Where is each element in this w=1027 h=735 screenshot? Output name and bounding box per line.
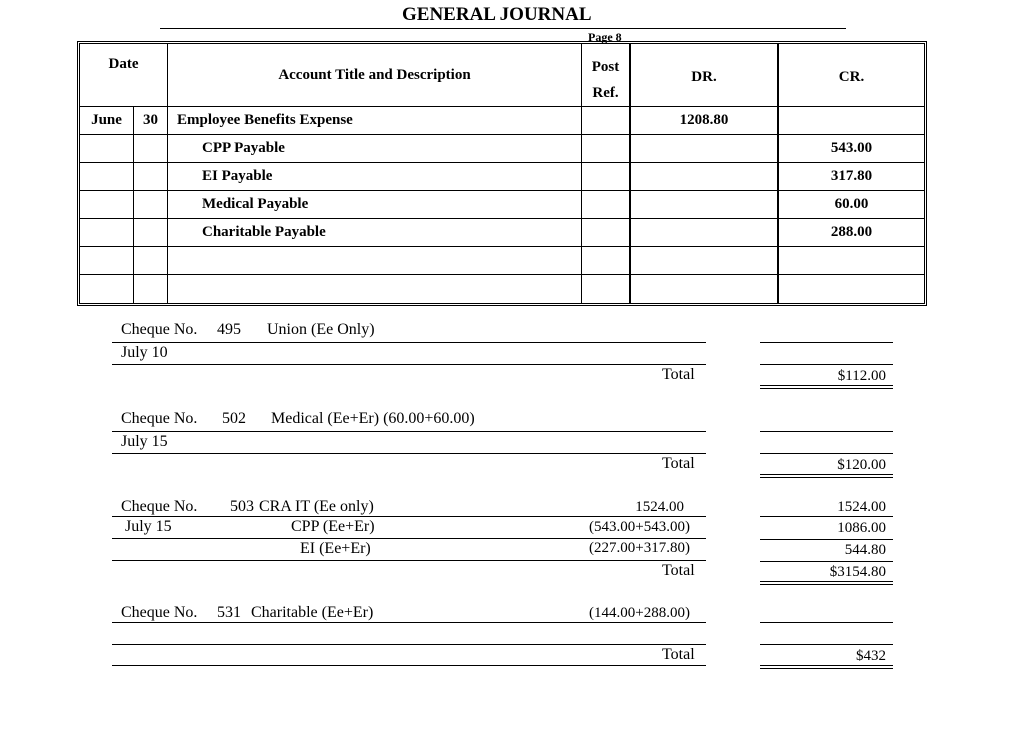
cheque-rule <box>112 364 706 365</box>
journal-row <box>80 107 924 135</box>
row-cr: 60.00 <box>778 191 924 219</box>
cheque-total: $112.00 <box>837 368 886 384</box>
row-day <box>134 191 168 219</box>
line-calc: 1524.00 <box>635 499 684 515</box>
cheque-payee: CRA IT (Ee only) <box>259 498 374 515</box>
row-description <box>168 275 582 303</box>
journal-table <box>79 43 925 304</box>
row-post-ref <box>582 275 630 303</box>
row-cr: 543.00 <box>778 135 924 163</box>
cheque-rule <box>112 342 706 343</box>
total-double-rule <box>760 665 893 669</box>
cheque-total: $432 <box>856 648 886 664</box>
total-label: Total <box>662 562 695 579</box>
line-amount: 1086.00 <box>837 520 886 536</box>
amount-rule <box>760 453 893 454</box>
total-label: Total <box>662 455 695 472</box>
amount-rule <box>760 431 893 432</box>
row-post-ref <box>582 107 630 135</box>
line-description: CPP (Ee+Er) <box>291 518 375 535</box>
line-calc: (227.00+317.80) <box>589 540 690 556</box>
cheque-date: July 15 <box>121 433 168 450</box>
cheque-label: Cheque No. <box>121 410 198 427</box>
cheque-rule <box>112 665 706 666</box>
row-dr <box>630 135 778 163</box>
amount-rule <box>760 539 893 540</box>
journal-row <box>80 247 924 275</box>
row-month <box>80 247 134 275</box>
total-double-rule <box>760 474 893 478</box>
journal-row <box>80 275 924 303</box>
amount-rule <box>760 364 893 365</box>
row-day <box>134 163 168 191</box>
row-description <box>168 247 582 275</box>
row-dr <box>630 219 778 247</box>
journal-row <box>80 191 924 219</box>
row-day: 30 <box>134 107 168 135</box>
row-cr <box>778 275 924 303</box>
header-cr: CR. <box>778 44 924 107</box>
journal-row <box>80 219 924 247</box>
cheque-rule <box>112 644 706 645</box>
cheque-rule <box>112 560 706 561</box>
line-calc: (543.00+543.00) <box>589 519 690 535</box>
total-double-rule <box>760 385 893 389</box>
row-cr: 288.00 <box>778 219 924 247</box>
row-dr <box>630 191 778 219</box>
cheque-rule <box>112 453 706 454</box>
row-description: Employee Benefits Expense <box>168 107 582 135</box>
header-account: Account Title and Description <box>168 44 582 107</box>
cheque-number: 503 <box>230 498 254 515</box>
cheque-number: 502 <box>222 410 246 427</box>
amount-rule <box>760 516 893 517</box>
row-day <box>134 219 168 247</box>
row-cr <box>778 107 924 135</box>
row-post-ref <box>582 135 630 163</box>
cheque-payee: Union (Ee Only) <box>267 321 375 338</box>
header-post-line1: Post <box>591 59 620 75</box>
total-label: Total <box>662 646 695 663</box>
cheque-total: $3154.80 <box>829 564 886 580</box>
header-post-line2: Ref. <box>592 85 619 101</box>
row-month <box>80 275 134 303</box>
row-day <box>134 247 168 275</box>
row-cr: 317.80 <box>778 163 924 191</box>
row-description: EI Payable <box>168 163 582 191</box>
journal-title: GENERAL JOURNAL <box>402 4 592 25</box>
row-day <box>134 135 168 163</box>
amount-rule <box>760 561 893 562</box>
journal-row <box>80 135 924 163</box>
cheque-number: 495 <box>217 321 241 338</box>
cheque-total: $120.00 <box>837 457 886 473</box>
cheque-rule <box>112 622 706 623</box>
cheque-label: Cheque No. <box>121 604 198 621</box>
amount-rule <box>760 644 893 645</box>
cheque-label: Cheque No. <box>121 498 198 515</box>
cheque-number: 531 <box>217 604 241 621</box>
row-dr <box>630 275 778 303</box>
row-cr <box>778 247 924 275</box>
journal-header-row <box>80 44 924 107</box>
row-month <box>80 191 134 219</box>
header-dr: DR. <box>630 44 778 107</box>
row-month: June <box>80 107 134 135</box>
cheque-rule <box>112 538 706 539</box>
row-dr <box>630 163 778 191</box>
cheque-payee: Medical (Ee+Er) (60.00+60.00) <box>271 410 475 427</box>
cheque-rule <box>112 431 706 432</box>
header-date: Date <box>80 44 168 107</box>
row-month <box>80 135 134 163</box>
row-description: Medical Payable <box>168 191 582 219</box>
line-amount: 544.80 <box>844 542 886 558</box>
row-dr <box>630 247 778 275</box>
cheque-payee: Charitable (Ee+Er) <box>251 604 374 621</box>
row-description: Charitable Payable <box>168 219 582 247</box>
cheque-label: Cheque No. <box>121 321 198 338</box>
line-amount: 1524.00 <box>837 499 886 515</box>
amount-rule <box>760 622 893 623</box>
row-post-ref <box>582 219 630 247</box>
row-month <box>80 219 134 247</box>
page-number: Page 8 <box>588 30 622 44</box>
cheque-rule <box>112 516 706 517</box>
row-description: CPP Payable <box>168 135 582 163</box>
total-label: Total <box>662 366 695 383</box>
line-calc: (144.00+288.00) <box>589 605 690 621</box>
row-post-ref <box>582 191 630 219</box>
row-dr: 1208.80 <box>630 107 778 135</box>
total-double-rule <box>760 581 893 585</box>
header-post-ref <box>582 44 630 107</box>
cheque-date: July 15 <box>125 518 172 535</box>
row-post-ref <box>582 163 630 191</box>
row-month <box>80 163 134 191</box>
amount-rule <box>760 342 893 343</box>
journal-row <box>80 163 924 191</box>
line-description: EI (Ee+Er) <box>300 540 371 557</box>
row-day <box>134 275 168 303</box>
cheque-date: July 10 <box>121 344 168 361</box>
row-post-ref <box>582 247 630 275</box>
title-rule <box>160 28 846 29</box>
